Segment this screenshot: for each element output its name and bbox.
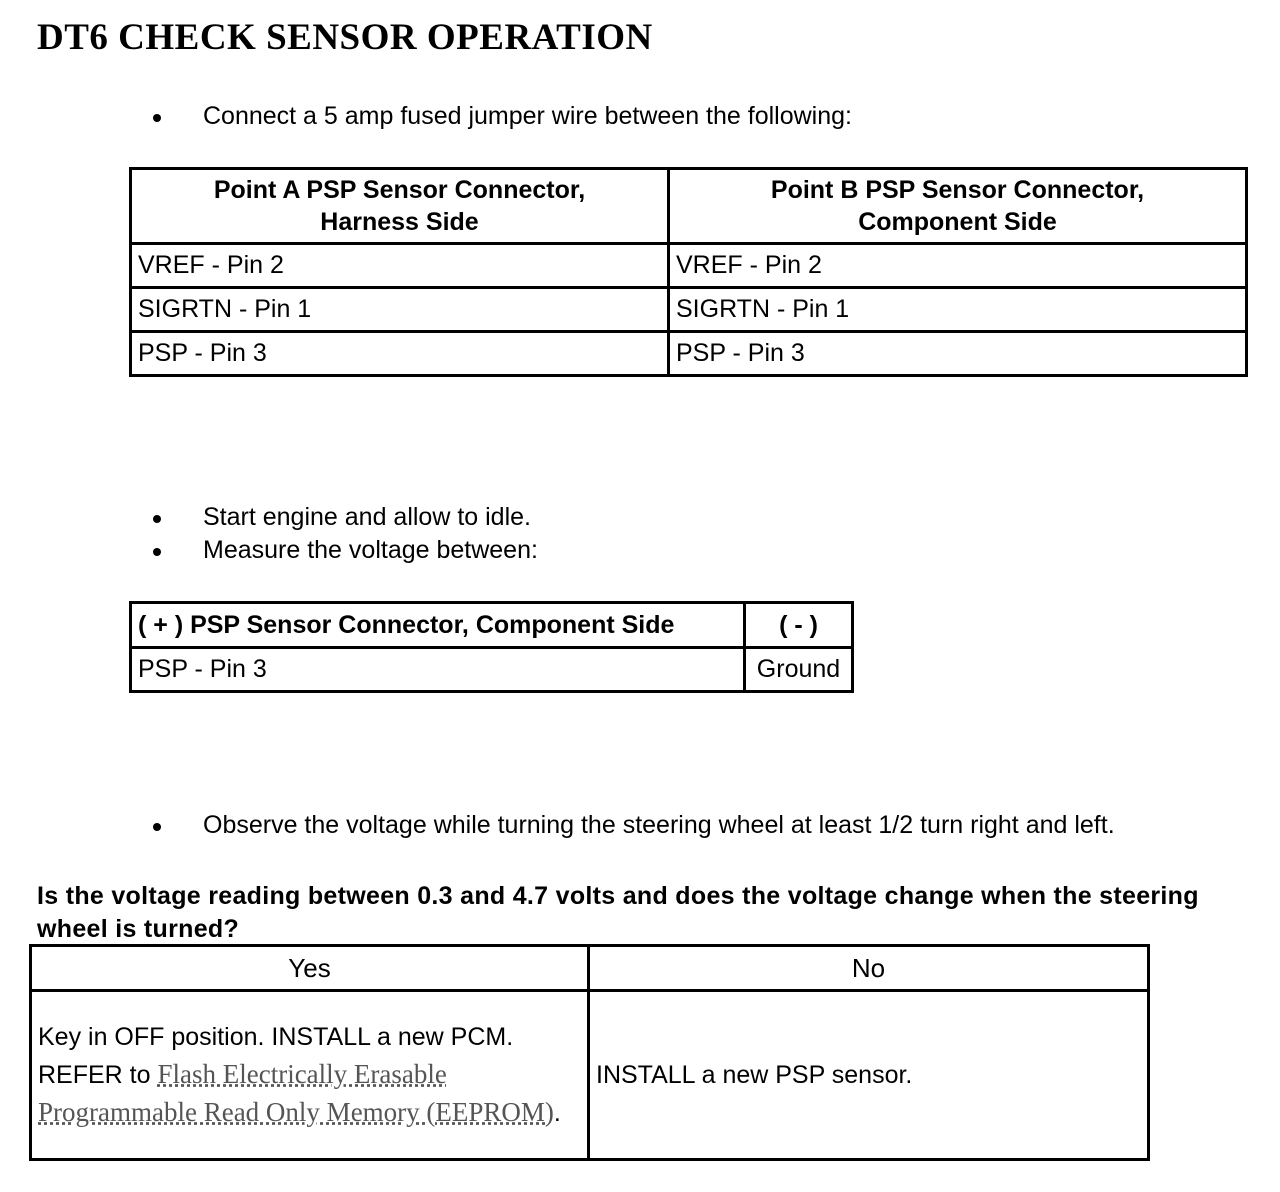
bullet-icon <box>153 548 161 556</box>
table-row <box>131 288 1247 332</box>
page-title: DT6 CHECK SENSOR OPERATION <box>37 17 653 58</box>
header-negative: ( - ) <box>745 603 853 648</box>
decision-question: Is the voltage reading between 0.3 and 4.7 volts and does the voltage change when the steering wheel is turned? <box>37 882 1199 943</box>
table-row <box>131 648 853 692</box>
bullet-icon <box>153 823 161 831</box>
step-list-1 <box>150 100 852 133</box>
header-no: No <box>589 946 1149 991</box>
header-yes: Yes <box>31 946 589 991</box>
header-point-a: Point A PSP Sensor Connector, Harness Side <box>131 169 669 244</box>
decision-table <box>29 944 1150 1161</box>
step-text: Connect a 5 amp fused jumper wire between the following: <box>203 102 852 130</box>
list-item <box>150 534 538 567</box>
step-text: Observe the voltage while turning the steering wheel at least 1/2 turn right and left. <box>203 811 1115 839</box>
table-cell: PSP - Pin 3 <box>131 648 745 692</box>
header-positive: ( + ) PSP Sensor Connector, Component Side <box>131 603 745 648</box>
table-header-row <box>31 946 1149 991</box>
table-header-row <box>131 603 853 648</box>
voltage-measure-table <box>129 601 854 693</box>
list-item <box>150 809 1115 842</box>
step-list-2 <box>150 501 538 567</box>
bullet-icon <box>153 515 161 523</box>
table-row <box>131 244 1247 288</box>
eeprom-procedure-link[interactable]: Flash Electrically Erasable Programmable Read Only Memory (EEPROM) <box>38 1058 554 1127</box>
step-text: Start engine and allow to idle. <box>203 503 531 531</box>
step-list-3 <box>150 809 1115 842</box>
table-cell: PSP - Pin 3 <box>131 332 669 376</box>
table-cell: VREF - Pin 2 <box>131 244 669 288</box>
list-item <box>150 100 852 133</box>
table-row <box>131 332 1247 376</box>
step-text: Measure the voltage between: <box>203 536 538 564</box>
list-item <box>150 501 538 534</box>
table-header-row <box>131 169 1247 244</box>
table-cell: VREF - Pin 2 <box>669 244 1247 288</box>
table-cell: SIGRTN - Pin 1 <box>131 288 669 332</box>
table-cell: Ground <box>745 648 853 692</box>
table-row <box>31 991 1149 1160</box>
yes-action-cell: Key in OFF position. INSTALL a new PCM. REFER to Flash Electrically Erasable Programmable Read Only Memory (EEPROM). <box>31 991 589 1160</box>
jumper-wire-table <box>129 167 1248 377</box>
table-cell: PSP - Pin 3 <box>669 332 1247 376</box>
table-cell: SIGRTN - Pin 1 <box>669 288 1247 332</box>
no-action-cell: INSTALL a new PSP sensor. <box>589 991 1149 1160</box>
bullet-icon <box>153 114 161 122</box>
header-point-b: Point B PSP Sensor Connector, Component Side <box>669 169 1247 244</box>
